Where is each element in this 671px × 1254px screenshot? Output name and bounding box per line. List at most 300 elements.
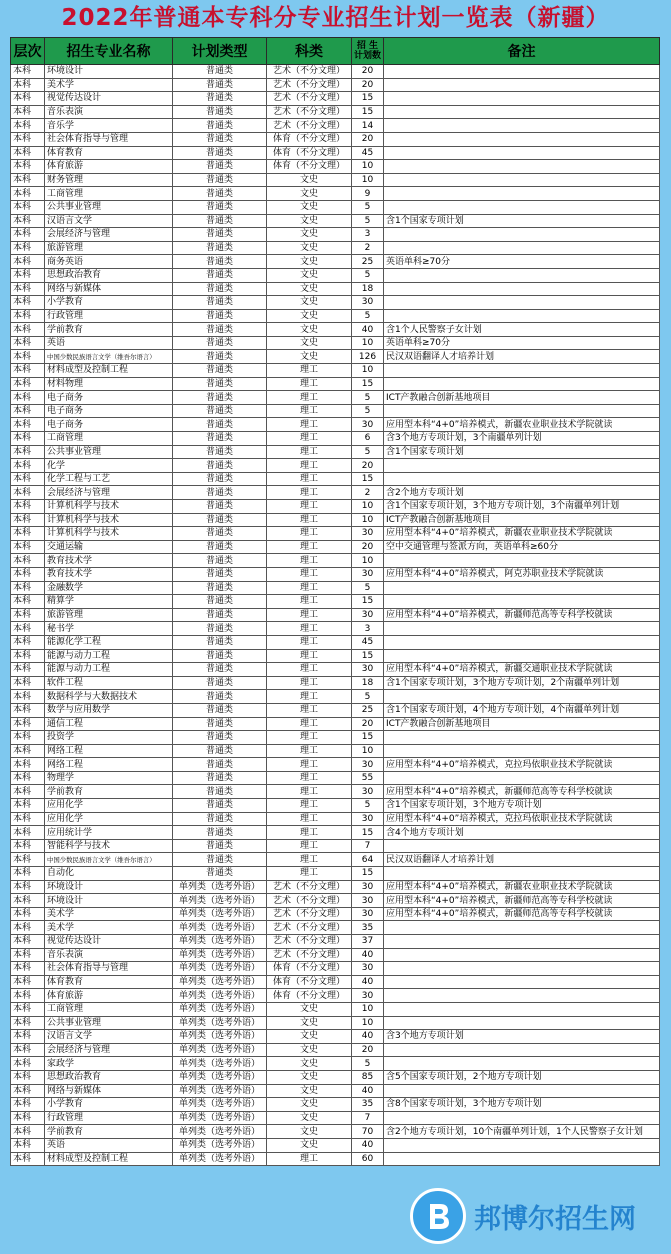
cell-level: 本科 — [11, 296, 45, 310]
cell-major: 教育技术学 — [45, 567, 173, 581]
table-row — [11, 1057, 660, 1071]
cell-plan-count: 15 — [352, 595, 384, 609]
cell-plan-count: 5 — [352, 391, 384, 405]
cell-note — [384, 690, 660, 704]
cell-subject: 艺术（不分文理） — [267, 948, 352, 962]
cell-note: 应用型本科“4+0”培养模式，新疆师范高等专科学校就读 — [384, 894, 660, 908]
cell-level: 本科 — [11, 255, 45, 269]
cell-major: 会展经济与管理 — [45, 486, 173, 500]
cell-plan-type: 单列类（选考外语） — [173, 1057, 267, 1071]
cell-plan-count: 9 — [352, 187, 384, 201]
table-row — [11, 445, 660, 459]
cell-subject: 文史 — [267, 187, 352, 201]
table-row — [11, 975, 660, 989]
cell-note: 英语单科≥70分 — [384, 255, 660, 269]
cell-plan-count: 5 — [352, 445, 384, 459]
cell-plan-count: 10 — [352, 160, 384, 174]
cell-subject: 理工 — [267, 608, 352, 622]
cell-plan-count: 30 — [352, 907, 384, 921]
cell-major: 家政学 — [45, 1057, 173, 1071]
cell-plan-type: 普通类 — [173, 200, 267, 214]
table-row — [11, 758, 660, 772]
cell-plan-type: 普通类 — [173, 268, 267, 282]
cell-plan-type: 单列类（选考外语） — [173, 1111, 267, 1125]
table-row — [11, 771, 660, 785]
cell-subject: 理工 — [267, 663, 352, 677]
cell-subject: 理工 — [267, 364, 352, 378]
cell-level: 本科 — [11, 921, 45, 935]
table-row — [11, 187, 660, 201]
cell-subject: 理工 — [267, 567, 352, 581]
table-row — [11, 853, 660, 867]
cell-plan-type: 普通类 — [173, 432, 267, 446]
table-row — [11, 282, 660, 296]
cell-level: 本科 — [11, 758, 45, 772]
table-row — [11, 1098, 660, 1112]
cell-plan-count: 30 — [352, 962, 384, 976]
cell-note — [384, 187, 660, 201]
table-row — [11, 65, 660, 79]
table-row — [11, 160, 660, 174]
cell-level: 本科 — [11, 663, 45, 677]
table-row — [11, 241, 660, 255]
cell-subject: 文史 — [267, 323, 352, 337]
cell-note: 含2个地方专项计划，10个南疆单列计划，1个人民警察子女计划 — [384, 1125, 660, 1139]
cell-level: 本科 — [11, 92, 45, 106]
cell-subject: 文史 — [267, 1084, 352, 1098]
cell-subject: 艺术（不分文理） — [267, 894, 352, 908]
cell-plan-type: 普通类 — [173, 799, 267, 813]
cell-level: 本科 — [11, 962, 45, 976]
table-row — [11, 635, 660, 649]
cell-plan-type: 普通类 — [173, 853, 267, 867]
cell-subject: 理工 — [267, 676, 352, 690]
cell-plan-count: 2 — [352, 241, 384, 255]
cell-plan-type: 普通类 — [173, 513, 267, 527]
cell-note: 含1个国家专项计划，3个地方专项计划，3个南疆单列计划 — [384, 500, 660, 514]
cell-note: 应用型本科“4+0”培养模式，新疆师范高等专科学校就读 — [384, 907, 660, 921]
cell-major: 学前教育 — [45, 1125, 173, 1139]
cell-level: 本科 — [11, 880, 45, 894]
cell-subject: 理工 — [267, 622, 352, 636]
cell-level: 本科 — [11, 731, 45, 745]
cell-level: 本科 — [11, 975, 45, 989]
table-row — [11, 812, 660, 826]
cell-level: 本科 — [11, 595, 45, 609]
table-row — [11, 336, 660, 350]
cell-plan-type: 普通类 — [173, 690, 267, 704]
table-row — [11, 404, 660, 418]
header-plan-count — [352, 38, 384, 65]
cell-plan-type: 普通类 — [173, 350, 267, 364]
cell-major: 工商管理 — [45, 432, 173, 446]
cell-subject: 理工 — [267, 540, 352, 554]
cell-plan-type: 普通类 — [173, 567, 267, 581]
cell-subject: 文史 — [267, 1098, 352, 1112]
cell-subject: 艺术（不分文理） — [267, 880, 352, 894]
cell-note — [384, 146, 660, 160]
cell-plan-type: 单列类（选考外语） — [173, 1043, 267, 1057]
cell-level: 本科 — [11, 799, 45, 813]
cell-major: 工商管理 — [45, 187, 173, 201]
cell-plan-type: 普通类 — [173, 649, 267, 663]
cell-plan-type: 普通类 — [173, 132, 267, 146]
table-row — [11, 540, 660, 554]
cell-major: 软件工程 — [45, 676, 173, 690]
cell-major: 中国少数民族语言文学（维吾尔语言） — [45, 350, 173, 364]
cell-plan-type: 普通类 — [173, 635, 267, 649]
cell-plan-type: 单列类（选考外语） — [173, 1098, 267, 1112]
cell-level: 本科 — [11, 527, 45, 541]
cell-major: 学前教育 — [45, 785, 173, 799]
table-row — [11, 1016, 660, 1030]
cell-note — [384, 744, 660, 758]
table-row — [11, 608, 660, 622]
cell-subject: 艺术（不分文理） — [267, 921, 352, 935]
cell-plan-type: 普通类 — [173, 581, 267, 595]
page-title: 2022年普通本专科分专业招生计划一览表（新疆） — [61, 5, 610, 31]
cell-subject: 文史 — [267, 1057, 352, 1071]
cell-subject: 文史 — [267, 214, 352, 228]
cell-major: 汉语言文学 — [45, 214, 173, 228]
cell-level: 本科 — [11, 540, 45, 554]
cell-level: 本科 — [11, 1111, 45, 1125]
cell-major: 工商管理 — [45, 1002, 173, 1016]
cell-level: 本科 — [11, 608, 45, 622]
cell-plan-type: 普通类 — [173, 622, 267, 636]
cell-plan-count: 5 — [352, 404, 384, 418]
cell-note — [384, 948, 660, 962]
cell-note: ICT产教融合创新基地项目 — [384, 391, 660, 405]
cell-subject: 理工 — [267, 785, 352, 799]
cell-major: 社会体育指导与管理 — [45, 962, 173, 976]
cell-note: 英语单科≥70分 — [384, 336, 660, 350]
cell-level: 本科 — [11, 717, 45, 731]
header-level: 层次 — [11, 38, 45, 65]
table-row — [11, 989, 660, 1003]
cell-note: 应用型本科“4+0”培养模式，阿克苏职业技术学院就读 — [384, 567, 660, 581]
cell-plan-count: 30 — [352, 296, 384, 310]
table-row — [11, 146, 660, 160]
cell-plan-count: 5 — [352, 268, 384, 282]
table-row — [11, 486, 660, 500]
cell-major: 交通运输 — [45, 540, 173, 554]
cell-plan-type: 普通类 — [173, 608, 267, 622]
cell-plan-type: 单列类（选考外语） — [173, 1016, 267, 1030]
cell-major: 美术学 — [45, 921, 173, 935]
cell-plan-count: 15 — [352, 377, 384, 391]
cell-subject: 文史 — [267, 228, 352, 242]
header-note: 备注 — [384, 38, 660, 65]
cell-plan-type: 普通类 — [173, 92, 267, 106]
table-row — [11, 255, 660, 269]
cell-major: 财务管理 — [45, 173, 173, 187]
cell-level: 本科 — [11, 404, 45, 418]
cell-plan-type: 普通类 — [173, 703, 267, 717]
cell-major: 应用统计学 — [45, 826, 173, 840]
table-row — [11, 119, 660, 133]
cell-subject: 理工 — [267, 635, 352, 649]
cell-subject: 文史 — [267, 173, 352, 187]
table-row — [11, 894, 660, 908]
cell-level: 本科 — [11, 690, 45, 704]
cell-level: 本科 — [11, 935, 45, 949]
cell-subject: 文史 — [267, 1002, 352, 1016]
cell-note — [384, 472, 660, 486]
cell-level: 本科 — [11, 649, 45, 663]
cell-plan-count: 30 — [352, 567, 384, 581]
cell-note — [384, 241, 660, 255]
cell-subject: 艺术（不分文理） — [267, 78, 352, 92]
cell-major: 智能科学与技术 — [45, 839, 173, 853]
cell-subject: 理工 — [267, 839, 352, 853]
cell-major: 公共事业管理 — [45, 1016, 173, 1030]
cell-plan-type: 普通类 — [173, 527, 267, 541]
cell-plan-type: 普通类 — [173, 309, 267, 323]
cell-level: 本科 — [11, 1125, 45, 1139]
cell-plan-count: 20 — [352, 459, 384, 473]
cell-plan-type: 普通类 — [173, 377, 267, 391]
table-row — [11, 377, 660, 391]
cell-level: 本科 — [11, 364, 45, 378]
cell-plan-type: 普通类 — [173, 785, 267, 799]
cell-subject: 文史 — [267, 1070, 352, 1084]
cell-level: 本科 — [11, 445, 45, 459]
cell-level: 本科 — [11, 282, 45, 296]
table-row — [11, 921, 660, 935]
cell-plan-type: 普通类 — [173, 228, 267, 242]
cell-note — [384, 160, 660, 174]
cell-note: 含4个地方专项计划 — [384, 826, 660, 840]
cell-plan-count: 7 — [352, 839, 384, 853]
cell-major: 思想政治教育 — [45, 1070, 173, 1084]
cell-plan-count: 64 — [352, 853, 384, 867]
cell-subject: 理工 — [267, 432, 352, 446]
table-row — [11, 500, 660, 514]
cell-level: 本科 — [11, 200, 45, 214]
cell-level: 本科 — [11, 676, 45, 690]
table-row — [11, 309, 660, 323]
table-row — [11, 1002, 660, 1016]
cell-level: 本科 — [11, 323, 45, 337]
cell-major: 英语 — [45, 1138, 173, 1152]
cell-level: 本科 — [11, 1152, 45, 1166]
cell-note — [384, 296, 660, 310]
cell-plan-count: 85 — [352, 1070, 384, 1084]
cell-major: 旅游管理 — [45, 608, 173, 622]
cell-level: 本科 — [11, 894, 45, 908]
cell-subject: 理工 — [267, 690, 352, 704]
cell-note — [384, 228, 660, 242]
cell-plan-count: 20 — [352, 540, 384, 554]
cell-note: ICT产教融合创新基地项目 — [384, 717, 660, 731]
cell-major: 网络工程 — [45, 758, 173, 772]
cell-level: 本科 — [11, 554, 45, 568]
cell-subject: 理工 — [267, 853, 352, 867]
cell-subject: 文史 — [267, 1125, 352, 1139]
cell-level: 本科 — [11, 309, 45, 323]
cell-major: 计算机科学与技术 — [45, 527, 173, 541]
cell-subject: 艺术（不分文理） — [267, 935, 352, 949]
cell-plan-type: 普通类 — [173, 296, 267, 310]
table-row — [11, 364, 660, 378]
cell-note — [384, 989, 660, 1003]
table-row — [11, 1111, 660, 1125]
cell-plan-count: 45 — [352, 635, 384, 649]
cell-level: 本科 — [11, 1030, 45, 1044]
cell-major: 环境设计 — [45, 880, 173, 894]
cell-major: 公共事业管理 — [45, 445, 173, 459]
cell-level: 本科 — [11, 418, 45, 432]
table-row — [11, 200, 660, 214]
cell-level: 本科 — [11, 459, 45, 473]
cell-plan-count: 15 — [352, 826, 384, 840]
cell-level: 本科 — [11, 581, 45, 595]
cell-note — [384, 622, 660, 636]
cell-major: 电子商务 — [45, 404, 173, 418]
cell-note — [384, 554, 660, 568]
cell-note: 含1个国家专项计划，3个地方专项计划 — [384, 799, 660, 813]
cell-level: 本科 — [11, 1098, 45, 1112]
cell-major: 材料成型及控制工程 — [45, 364, 173, 378]
cell-plan-type: 单列类（选考外语） — [173, 907, 267, 921]
cell-subject: 文史 — [267, 200, 352, 214]
cell-note: 民汉双语翻译人才培养计划 — [384, 853, 660, 867]
cell-plan-type: 单列类（选考外语） — [173, 1002, 267, 1016]
cell-major: 网络与新媒体 — [45, 1084, 173, 1098]
cell-level: 本科 — [11, 867, 45, 881]
cell-plan-type: 普通类 — [173, 486, 267, 500]
table-row — [11, 867, 660, 881]
cell-level: 本科 — [11, 1070, 45, 1084]
cell-subject: 理工 — [267, 595, 352, 609]
cell-plan-type: 普通类 — [173, 336, 267, 350]
table-row — [11, 432, 660, 446]
cell-level: 本科 — [11, 1084, 45, 1098]
cell-plan-count: 10 — [352, 500, 384, 514]
cell-note — [384, 1016, 660, 1030]
cell-major: 行政管理 — [45, 1111, 173, 1125]
cell-plan-count: 5 — [352, 309, 384, 323]
cell-major: 计算机科学与技术 — [45, 513, 173, 527]
cell-level: 本科 — [11, 78, 45, 92]
cell-plan-count: 25 — [352, 255, 384, 269]
cell-subject: 理工 — [267, 581, 352, 595]
cell-level: 本科 — [11, 486, 45, 500]
table-row — [11, 935, 660, 949]
cell-subject: 理工 — [267, 486, 352, 500]
cell-note: 应用型本科“4+0”培养模式，新疆农业职业技术学院就读 — [384, 418, 660, 432]
cell-level: 本科 — [11, 1043, 45, 1057]
cell-note — [384, 771, 660, 785]
cell-major: 网络与新媒体 — [45, 282, 173, 296]
cell-subject: 理工 — [267, 799, 352, 813]
table-row — [11, 554, 660, 568]
cell-subject: 理工 — [267, 717, 352, 731]
cell-note — [384, 282, 660, 296]
cell-major: 环境设计 — [45, 894, 173, 908]
cell-major: 商务英语 — [45, 255, 173, 269]
cell-major: 电子商务 — [45, 391, 173, 405]
cell-subject: 艺术（不分文理） — [267, 105, 352, 119]
cell-major: 应用化学 — [45, 812, 173, 826]
cell-plan-count: 15 — [352, 105, 384, 119]
cell-subject: 文史 — [267, 268, 352, 282]
cell-plan-count: 10 — [352, 744, 384, 758]
cell-major: 体育教育 — [45, 146, 173, 160]
table-row — [11, 880, 660, 894]
table-row — [11, 663, 660, 677]
cell-subject: 文史 — [267, 1043, 352, 1057]
cell-note: 民汉双语翻译人才培养计划 — [384, 350, 660, 364]
table-header-row — [11, 38, 660, 65]
cell-plan-count: 15 — [352, 649, 384, 663]
cell-plan-count: 35 — [352, 921, 384, 935]
cell-subject: 文史 — [267, 296, 352, 310]
table-row — [11, 472, 660, 486]
cell-plan-count: 40 — [352, 1030, 384, 1044]
table-row — [11, 1030, 660, 1044]
cell-plan-type: 普通类 — [173, 731, 267, 745]
cell-major: 能源化学工程 — [45, 635, 173, 649]
cell-subject: 理工 — [267, 377, 352, 391]
cell-plan-type: 普通类 — [173, 663, 267, 677]
cell-plan-count: 30 — [352, 812, 384, 826]
cell-plan-count: 37 — [352, 935, 384, 949]
cell-level: 本科 — [11, 1057, 45, 1071]
cell-subject: 理工 — [267, 472, 352, 486]
cell-plan-type: 普通类 — [173, 105, 267, 119]
cell-major: 数据科学与大数据技术 — [45, 690, 173, 704]
cell-plan-type: 普通类 — [173, 404, 267, 418]
cell-level: 本科 — [11, 187, 45, 201]
table-row — [11, 907, 660, 921]
cell-level: 本科 — [11, 567, 45, 581]
cell-major: 视觉传达设计 — [45, 935, 173, 949]
cell-note: 含1个国家专项计划 — [384, 445, 660, 459]
cell-major: 体育教育 — [45, 975, 173, 989]
cell-plan-count: 30 — [352, 758, 384, 772]
cell-plan-type: 单列类（选考外语） — [173, 989, 267, 1003]
cell-plan-type: 普通类 — [173, 160, 267, 174]
cell-level: 本科 — [11, 948, 45, 962]
cell-plan-count: 40 — [352, 948, 384, 962]
cell-plan-count: 30 — [352, 663, 384, 677]
cell-subject: 文史 — [267, 282, 352, 296]
cell-plan-count: 5 — [352, 214, 384, 228]
cell-level: 本科 — [11, 160, 45, 174]
cell-major: 网络工程 — [45, 744, 173, 758]
cell-major: 中国少数民族语言文学（维吾尔语言） — [45, 853, 173, 867]
cell-subject: 理工 — [267, 703, 352, 717]
cell-note — [384, 1138, 660, 1152]
cell-level: 本科 — [11, 1002, 45, 1016]
cell-plan-count: 30 — [352, 880, 384, 894]
cell-plan-type: 单列类（选考外语） — [173, 1070, 267, 1084]
cell-plan-type: 普通类 — [173, 867, 267, 881]
cell-subject: 理工 — [267, 758, 352, 772]
cell-major: 数学与应用数学 — [45, 703, 173, 717]
cell-note: 含2个地方专项计划 — [384, 486, 660, 500]
cell-level: 本科 — [11, 146, 45, 160]
cell-level: 本科 — [11, 119, 45, 133]
cell-level: 本科 — [11, 377, 45, 391]
cell-plan-count: 35 — [352, 1098, 384, 1112]
watermark — [410, 1184, 660, 1248]
cell-plan-type: 普通类 — [173, 812, 267, 826]
header-plan-count-label: 招 生 计划数 — [353, 41, 381, 61]
table-row — [11, 323, 660, 337]
